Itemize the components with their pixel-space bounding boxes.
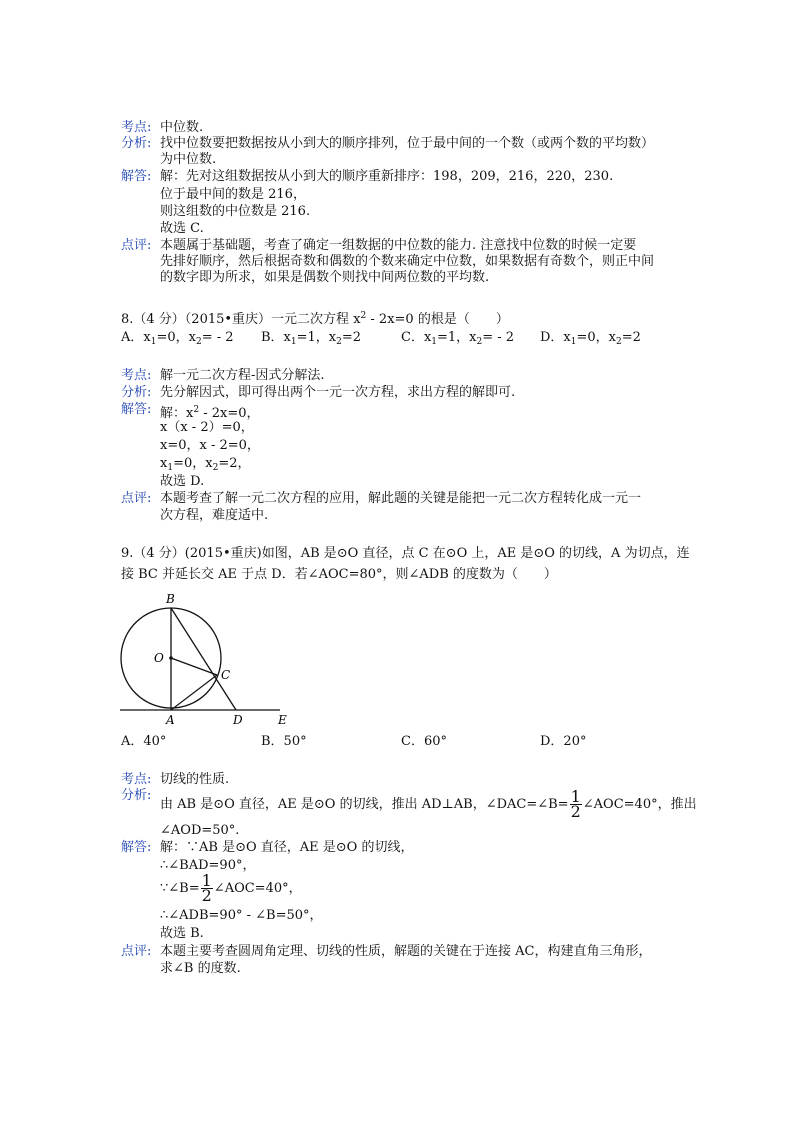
fraction-half-2: $\frac{1}{2}$ — [201, 871, 212, 905]
q7-kaodian: 中位数. — [160, 120, 204, 135]
q8-stem-text: （4 分）（2015•重庆）一元二次方程 x — [133, 312, 361, 327]
q9-jieda-4: ∴∠ADB=90° - ∠B=50°， — [160, 908, 323, 923]
q9-jieda-1: 解：∵AB 是⊙O 直径，AE 是⊙O 的切线， — [160, 840, 414, 855]
q8-dianping-2: 次方程，难度适中. — [160, 508, 269, 523]
q9-jieda-3: ∵∠B= $\frac{1}{2}$ ∠AOC=40°， — [160, 871, 302, 905]
line-bd — [171, 608, 236, 710]
q9-kaodian: 切线的性质. — [160, 772, 230, 787]
q8-dianping-1: 本题考查了解一元二次方程的应用，解此题的关键是能把一元二次方程转化成一元一 — [160, 491, 642, 506]
q8-number: 8. — [121, 312, 134, 327]
q9-stem-2: 接 BC 并延长交 AE 于点 D．若∠AOC=80°，则∠ADB 的度数为（ ） — [121, 567, 557, 582]
q9-dianping-1: 本题主要考查圆周角定理、切线的性质，解题的关键在于连接 AC，构建直角三角形， — [160, 944, 652, 959]
q8-jieda-5: 故选 D. — [160, 474, 205, 489]
q9-option-a: A．40° — [121, 734, 167, 749]
point-o — [169, 656, 173, 660]
q9-dianping-label: 点评: — [121, 944, 152, 959]
q7-fenxi-1: 找中位数要把数据按从小到大的顺序排列，位于最中间的一个数（或两个数的平均数） — [160, 136, 655, 151]
label-d: D — [233, 713, 243, 727]
label-c: C — [221, 668, 231, 682]
q7-jieda-1: 解：先对这组数据按从小到大的顺序重新排序：198，209，216，220，230. — [160, 169, 614, 184]
q7-dianping-3: 的数字即为所求，如果是偶数个则找中间两位数的平均数. — [160, 270, 490, 285]
q8-option-a: A．$x_1=0$，$x_2= - 2$ — [121, 330, 234, 347]
fraction-half: $\frac{1}{2}$ — [570, 787, 581, 821]
q9-fenxi-1: 由 AB 是⊙O 直径，AE 是⊙O 的切线，推出 AD⊥AB，∠DAC=∠B= $\frac{1}{2}$ ∠AOC=40°，推出 — [160, 787, 697, 821]
label-a: A — [166, 713, 175, 727]
q9-fenxi-2: ∠AOD=50°. — [160, 823, 240, 838]
fenxi-label: 分析: — [121, 136, 152, 151]
q9-stem-1: 9.（4 分）(2015•重庆)如图，AB 是⊙O 直径，点 C 在⊙O 上，AE 是⊙O 的切线，A 为切点，连 — [121, 546, 690, 561]
q8-stem-tail: - 2x=0 的根是（ ） — [366, 312, 509, 327]
q9-fenxi-label: 分析: — [121, 788, 152, 803]
q7-fenxi-2: 为中位数. — [160, 152, 217, 167]
q9-figure — [112, 588, 312, 728]
q8-dianping-label: 点评: — [121, 491, 152, 506]
q8-jieda-3: x=0，x - 2=0， — [160, 438, 260, 453]
label-e: E — [278, 713, 287, 727]
q8-fenxi-label: 分析: — [121, 385, 152, 400]
q7-jieda-4: 故选 C. — [160, 221, 204, 236]
q7-jieda-2: 位于最中间的数是 216， — [160, 187, 306, 202]
q7-dianping-1: 本题属于基础题，考查了确定一组数据的中位数的能力. 注意找中位数的时候一定要 — [160, 238, 637, 253]
q8-stem — [121, 307, 509, 329]
q9-dianping-2: 求∠B 的度数. — [160, 961, 241, 976]
line-oc — [171, 658, 217, 675]
q9-option-c: C．60° — [401, 734, 447, 749]
label-b: B — [166, 592, 175, 606]
kaodian-label: 考点: — [121, 120, 152, 135]
q8-kaodian: 解一元二次方程-因式分解法. — [160, 368, 325, 383]
jieda-label: 解答: — [121, 169, 152, 184]
q8-jieda-2: x（x - 2）=0， — [160, 420, 254, 435]
q8-option-c: C．$x_1=1$，$x_2= - 2$ — [401, 330, 515, 347]
q8-stem-sup: 2 — [360, 311, 367, 321]
q8-option-d: D．$x_1=0$，$x_2=2$ — [540, 330, 641, 347]
label-o: O — [154, 651, 164, 665]
q9-option-b: B．50° — [261, 734, 307, 749]
q9-jieda-2: ∴∠BAD=90°， — [160, 858, 256, 873]
q7-dianping-2: 先排好顺序，然后根据奇数和偶数的个数来确定中位数，如果数据有奇数个，则正中间 — [160, 254, 655, 269]
q9-jieda-label: 解答: — [121, 840, 152, 855]
q8-option-b: B．$x_1=1$，$x_2=2$ — [261, 330, 362, 347]
line-ac — [171, 675, 217, 710]
q9-jieda-5: 故选 B. — [160, 926, 204, 941]
q9-kaodian-label: 考点: — [121, 772, 152, 787]
q8-kaodian-label: 考点: — [121, 368, 152, 383]
q8-jieda-4: $x_1=0$，$x_2=2$， — [160, 456, 251, 473]
dianping-label: 点评: — [121, 238, 152, 253]
q7-jieda-3: 则这组数的中位数是 216. — [160, 204, 311, 219]
q9-option-d: D．20° — [540, 734, 587, 749]
q8-jieda-label: 解答: — [121, 402, 152, 417]
q8-fenxi: 先分解因式，即可得出两个一元一次方程，求出方程的解即可. — [160, 385, 516, 400]
q8-jieda-1: 解：$x^2 - 2x=0$， — [160, 405, 260, 421]
